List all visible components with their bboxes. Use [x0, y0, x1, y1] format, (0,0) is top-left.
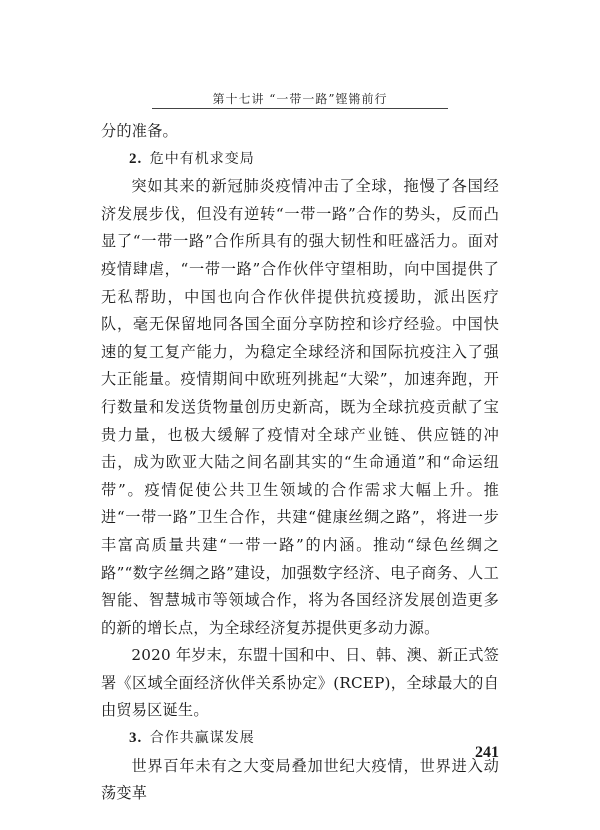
running-header: 第十七讲 “一带一路”铿锵前行 [212, 92, 388, 106]
paragraph-pandemic: 突如其来的新冠肺炎疫情冲击了全球，拖慢了各国经济发展步伐，但没有逆转“一带一路”合作的势头，反而凸显了“一带一路”合作所具有的强大韧性和旺盛活力。面对疫情肆虐，“一带一路”合作伙伴守望相助，向中国提供了无私帮助，中国也向合作伙伴提供抗疫援助，派出医疗队，毫无保留地同各国全面分享防控和诊疗经验。中国快速的复工复产能力，为稳定全球经济和国际抗疫注入了强大正能量。疫情期间中欧班列挑起“大梁”，加速奔跑，开行数量和发送货物量创历史新高，既为全球抗疫贡献了宝贵力量，也极大缓解了疫情对全球产业链、供应链的冲击，成为欧亚大陆之间名副其实的“生命通道”和“命运纽带”。疫情促使公共卫生领域的合作需求大幅上升。推进“一带一路”卫生合作，共建“健康丝绸之路”，将进一步丰富高质量共建“一带一路”的内涵。推动“绿色丝绸之路”“数字丝绸之路”建设，加强数字经济、电子商务、人工智能、智慧城市等领域合作，将为各国经济发展创造更多的新的增长点，为全球经济复苏提供更多动力源。 [101, 177, 499, 637]
paragraph-rcep: 2020 年岁末，东盟十国和中、日、韩、澳、新正式签署《区域全面经济伙伴关系协定》(RCEP)，全球最大的自由贸易区诞生。 [101, 646, 500, 720]
carryover-text: 分的准备。 [101, 122, 178, 140]
page-number: 241 [475, 744, 499, 761]
header-rule [152, 108, 448, 109]
section-title: 合作共赢谋发展 [149, 730, 255, 747]
section-heading-2 [101, 146, 499, 174]
section-heading-3 [101, 725, 499, 753]
paragraph-changes: 世界百年未有之大变局叠加世纪大疫情，世界进入动荡变革 [101, 756, 499, 803]
section-number: 2. [129, 150, 143, 167]
section-title: 危中有机求变局 [149, 150, 255, 167]
page-body [101, 118, 499, 808]
section-number: 3. [129, 730, 143, 747]
